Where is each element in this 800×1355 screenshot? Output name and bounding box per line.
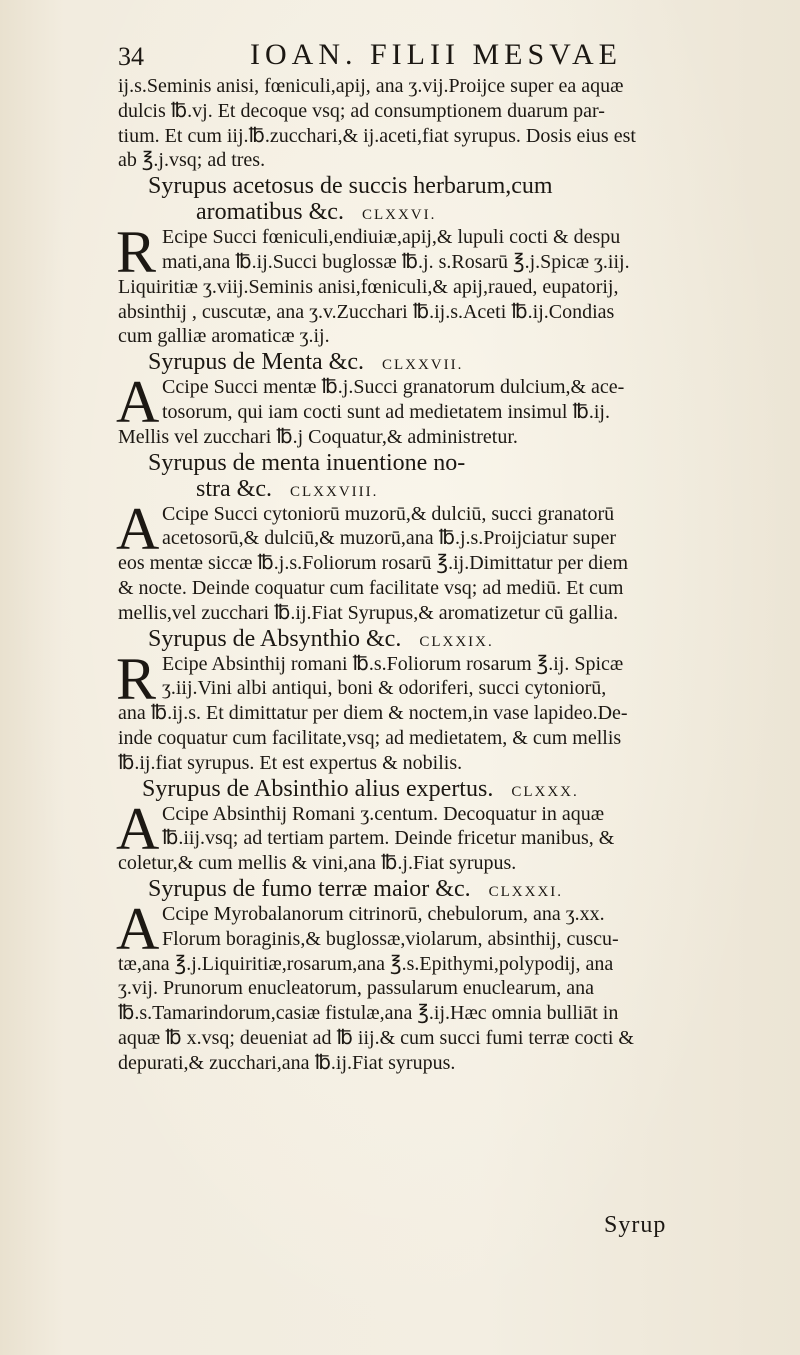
section-title: [118, 173, 790, 199]
text-line: Ccipe Absinthij Romani ʒ.centum. Decoquatur in aquæ: [162, 802, 605, 825]
section-title-text: aromatibus &c.: [196, 199, 344, 226]
recipe-section-178: [118, 450, 790, 626]
text-line: ana ℔.ij.s. Et dimittatur per diem & noctem,in vase lapideo.De-: [118, 702, 628, 725]
text-line: Liquiritiæ ʒ.viij.Seminis anisi,fœniculi,& apij,raued, eupatorij,: [118, 275, 619, 298]
recipe-section-176: [118, 173, 790, 349]
text-line: mati,ana ℔.ij.Succi buglossæ ℔.j. s.Rosarū ℥.j.Spicæ ʒ.iij.: [162, 250, 630, 273]
text-line: Ccipe Myrobalanorum citrinorū, chebulorum, ana ʒ.xx.: [162, 902, 605, 925]
recipe-section-181: [118, 876, 790, 1076]
page-number: 34: [118, 42, 144, 71]
section-title-text: stra &c.: [196, 475, 272, 502]
section-title-text: Syrupus de Absinthio alius expertus.: [142, 775, 494, 802]
section-title: [118, 450, 790, 476]
text-line: tosorum, qui iam cocti sunt ad medietatem insimul ℔.ij.: [162, 400, 610, 423]
text-line: aquæ ℔ x.vsq; deueniat ad ℔ iij.& cum succi fumi terræ cocti &: [118, 1026, 634, 1049]
recipe-body: [116, 219, 790, 349]
text-line: Ccipe Succi mentæ ℔.j.Succi granatorum dulcium,& ace-: [162, 376, 625, 399]
text-line: tæ,ana ℥.j.Liquiritiæ,rosarum,ana ℥.s.Epithymi,polypodij, ana: [118, 952, 614, 975]
recipe-body: [116, 495, 790, 626]
text-line: cum galliæ aromaticæ ʒ.ij.: [118, 325, 330, 348]
text-line: ʒ.iij.Vini albi antiqui, boni & odoriferi, succi cytoniorū,: [162, 677, 607, 700]
text-line: coletur,& cum mellis & vini,ana ℔.j.Fiat syrupus.: [118, 852, 517, 875]
text-line: dulcis ℔.vj. Et decoque vsq; ad consumptionem duarum par-: [118, 99, 605, 122]
recipe-section-177: [118, 349, 790, 449]
page-header: [118, 38, 718, 74]
text-line: eos mentæ siccæ ℔.j.s.Foliorum rosarū ℥.ij.Dimittatur per diem: [118, 552, 629, 575]
chapter-number: CLXXVII.: [381, 357, 464, 374]
chapter-number: CLXXX.: [511, 783, 579, 800]
section-title: [118, 876, 790, 902]
text-line: ℔.ij.fiat syrupus. Et est expertus & nobilis.: [118, 751, 463, 774]
section-title-text: Syrupus de Menta &c.: [148, 349, 364, 376]
section-title: [118, 349, 790, 375]
section-title-text: Syrupus acetosus de succis herbarum,cum: [148, 173, 553, 200]
text-line: ab ℥.j.vsq; ad tres.: [118, 149, 266, 172]
initial-letter: A: [116, 795, 160, 862]
recipe-body: [116, 895, 790, 1076]
text-line: & nocte. Deinde coquatur cum facilitate vsq; ad mediū. Et cum: [118, 576, 624, 599]
section-title-text: Syrupus de Absynthio &c.: [148, 625, 402, 652]
section-title-continued: [118, 476, 790, 502]
text-line: acetosorū,& dulciū,& muzorū,ana ℔.j.s.Proijciatur super: [162, 527, 617, 550]
text-line: Florum boraginis,& buglossæ,violarum, absinthij, cuscu-: [162, 927, 619, 950]
recipe-body: [116, 645, 790, 776]
text-line: ℔.s.Tamarindorum,casiæ fistulæ,ana ℥.ij.Hæc omnia bulliāt in: [118, 1002, 619, 1025]
text-line: ʒ.vij. Prunorum enucleatorum, passularum enuclearum, ana: [118, 977, 594, 1000]
text-line: Ecipe Succi fœniculi,endiuiæ,apij,& lupuli cocti & despu: [162, 226, 621, 249]
initial-letter: A: [116, 369, 160, 436]
section-title: [118, 626, 790, 652]
chapter-number: CLXXVIII.: [289, 483, 379, 500]
initial-letter: R: [116, 219, 157, 286]
page-content: [118, 74, 790, 1076]
catchword: Syrup: [604, 1212, 667, 1238]
text-line: Ccipe Succi cytoniorū muzorū,& dulciū, succi granatorū: [162, 502, 615, 525]
section-title-text: Syrupus de menta inuentione no-: [148, 449, 466, 476]
text-line: ij.s.Seminis anisi, fœniculi,apij, ana ʒ.vij.Proijce super ea aquæ: [118, 75, 624, 97]
text-line: tium. Et cum iij.℔.zucchari,& ij.aceti,fiat syrupus. Dosis eius est: [118, 124, 636, 147]
initial-letter: A: [116, 495, 160, 562]
recipe-section-179: [118, 626, 790, 776]
text-line: inde coquatur cum facilitate,vsq; ad medietatem, & cum mellis: [118, 726, 622, 749]
section-title: [118, 776, 790, 802]
recipe-body: [116, 369, 790, 449]
text-line: absinthij , cuscutæ, ana ʒ.v.Zucchari ℔.ij.s.Aceti ℔.ij.Condias: [118, 300, 615, 323]
chapter-number: CLXXVI.: [361, 207, 437, 224]
recipe-section-180: [118, 776, 790, 876]
recipe-body: [116, 795, 790, 876]
text-line: mellis,vel zucchari ℔.ij.Fiat Syrupus,& aromatizetur cū gallia.: [118, 601, 619, 624]
text-line: ℔.iij.vsq; ad tertiam partem. Deinde fricetur manibus, &: [162, 827, 615, 850]
text-line: Ecipe Absinthij romani ℔.s.Foliorum rosarum ℥.ij. Spicæ: [162, 652, 624, 675]
chapter-number: CLXXXI.: [488, 883, 564, 900]
section-title-continued: [118, 199, 790, 225]
chapter-number: CLXXIX.: [419, 633, 494, 650]
text-line: Mellis vel zucchari ℔.j Coquatur,& administretur.: [118, 425, 518, 448]
running-head: IOAN. FILII MESVAE: [250, 38, 622, 71]
text-line: depurati,& zucchari,ana ℔.ij.Fiat syrupus.: [118, 1051, 456, 1074]
initial-letter: R: [116, 645, 157, 712]
initial-letter: A: [116, 895, 160, 962]
section-title-text: Syrupus de fumo terræ maior &c.: [148, 875, 471, 902]
intro-paragraph: [118, 74, 790, 173]
